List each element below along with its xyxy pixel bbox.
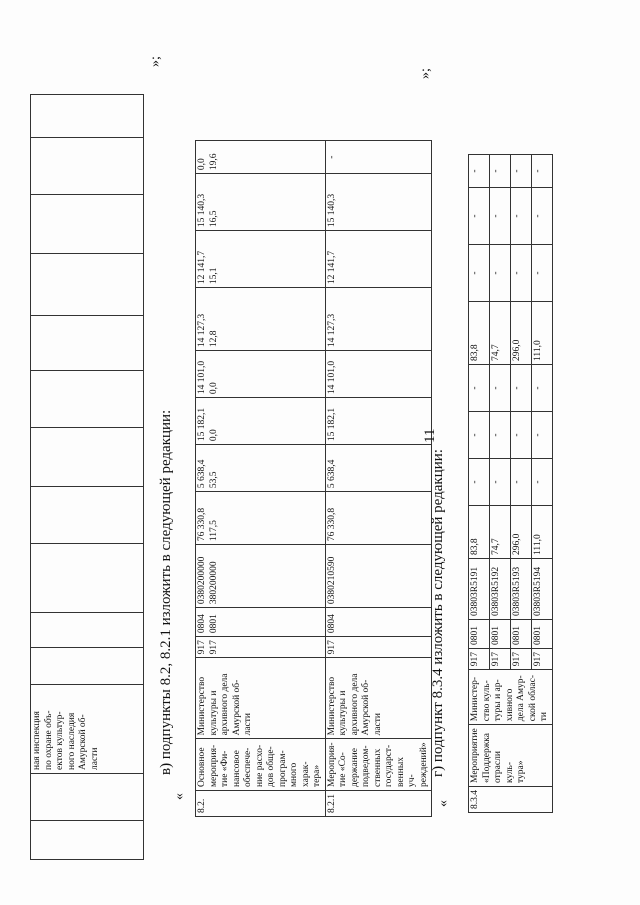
table-cell: Основное мероприя- тие «Фи- нансовое обеспече- ние расхо- дов обще- програм- много харак- тера» — [196, 739, 326, 791]
table-cell: 74,7 — [489, 505, 510, 558]
table-cell: - — [489, 458, 510, 505]
table-cell: 83,8 — [469, 505, 490, 558]
table-cell: 917 — [325, 637, 432, 658]
table-cell: 14 101,0 — [197, 360, 207, 395]
heading-v: в) подпункты 8.2, 8.2.1 изложить в следующей редакции: — [158, 409, 174, 775]
table-cell: 0,0 — [208, 382, 219, 395]
table-cell: 380200000 — [208, 561, 219, 605]
table-cell: 14 127,3 — [325, 288, 432, 351]
table-cell: - — [469, 458, 490, 505]
table-8-2 — [195, 140, 432, 817]
table-cell — [196, 492, 326, 545]
table-cell: 917 — [197, 640, 207, 655]
table-cell: 0801 — [531, 619, 552, 648]
table-cell: 917 — [469, 648, 490, 669]
table-cell: - — [469, 364, 490, 411]
table-cell — [31, 613, 144, 648]
continued-table — [30, 94, 144, 860]
table-cell: Мероприятие «Поддержка отрасли куль- тура» — [469, 725, 553, 787]
table-cell: 14 101,0 — [325, 351, 432, 398]
table-cell: 76 330,8 — [325, 492, 432, 545]
table-cell: 917 — [208, 640, 219, 655]
table-cell: 12 141,7 — [197, 250, 207, 285]
table-cell: - — [531, 154, 552, 187]
table-cell — [196, 637, 326, 658]
table-cell: - — [510, 411, 531, 458]
table-cell: 15 140,3 — [325, 174, 432, 231]
quote-close-2: »; — [418, 68, 433, 79]
table-cell: 917 — [489, 648, 510, 669]
table-cell: - — [489, 364, 510, 411]
table-cell: 16,5 — [208, 210, 219, 228]
table-cell: - — [531, 411, 552, 458]
table-cell: - — [469, 187, 490, 244]
table-cell: - — [489, 411, 510, 458]
table-cell: 5 638,4 — [325, 445, 432, 492]
table-cell: 03803R5193 — [510, 558, 531, 619]
table-cell: - — [510, 154, 531, 187]
table-cell: - — [489, 244, 510, 301]
table-cell: 74,7 — [489, 301, 510, 364]
table-cell — [196, 545, 326, 608]
table-cell: - — [531, 244, 552, 301]
table-cell: Министерство культуры и архивного дела Амурской об- ласти — [196, 658, 326, 739]
table-cell: 03803R5194 — [531, 558, 552, 619]
table-cell: - — [469, 411, 490, 458]
table-cell — [196, 174, 326, 231]
table-cell: - — [531, 458, 552, 505]
table-cell — [196, 141, 326, 174]
table-cell: - — [469, 244, 490, 301]
table-cell: 15 182,1 — [197, 407, 207, 442]
table-cell: - — [510, 187, 531, 244]
table-cell: 83,8 — [469, 301, 490, 364]
table-8-3-4 — [468, 154, 553, 813]
table-cell: 14 127,3 — [197, 313, 207, 348]
table-cell: - — [531, 364, 552, 411]
table-cell: - — [510, 458, 531, 505]
table-cell: 15,1 — [208, 267, 219, 285]
table-cell: 12 141,7 — [325, 231, 432, 288]
table-cell — [31, 648, 144, 685]
table-cell — [196, 231, 326, 288]
table-cell: - — [510, 364, 531, 411]
table-cell: 0801 — [510, 619, 531, 648]
table-cell: 8.2.1 — [325, 791, 432, 817]
table-row — [469, 154, 490, 812]
table-cell: 15 182,1 — [325, 398, 432, 445]
table-cell — [31, 774, 144, 821]
table-cell: - — [489, 187, 510, 244]
table-cell — [31, 487, 144, 544]
table-cell: 53,5 — [208, 471, 219, 489]
table-cell — [196, 398, 326, 445]
table-cell: 0801 — [208, 614, 219, 634]
page-number: 11 — [422, 428, 438, 443]
table-cell: 5 638,4 — [197, 459, 207, 489]
table-cell: 03803R5192 — [489, 558, 510, 619]
table-cell — [31, 544, 144, 613]
table-cell — [31, 428, 144, 487]
table-cell: 76 330,8 — [197, 507, 207, 542]
table-cell: 8.2. — [196, 791, 326, 817]
table-cell: 8.3.4 — [469, 787, 553, 813]
heading-g: г) подпункт 8.3.4 изложить в следующей редакции: — [430, 449, 446, 777]
table-cell — [31, 254, 144, 316]
quote-open-2: « — [436, 800, 451, 807]
table-cell: 0,0 — [197, 158, 207, 171]
table-cell: 0380210590 — [325, 545, 432, 608]
table-cell: 0801 — [469, 619, 490, 648]
table-cell — [31, 316, 144, 371]
table-cell — [31, 371, 144, 428]
table-cell: 0801 — [489, 619, 510, 648]
table-cell: 917 — [510, 648, 531, 669]
table-row — [196, 141, 326, 817]
table-cell: 111,0 — [531, 505, 552, 558]
table-cell: 111,0 — [531, 301, 552, 364]
table-cell: 917 — [531, 648, 552, 669]
table-cell — [31, 138, 144, 195]
table-cell — [196, 288, 326, 351]
table-cell: 0804 — [197, 614, 207, 634]
table-cell: 296,0 — [510, 505, 531, 558]
table-cell: 0804 — [325, 608, 432, 637]
table-cell: - — [531, 187, 552, 244]
table-row — [325, 141, 432, 817]
table-cell — [31, 821, 144, 860]
table-cell: 117,5 — [208, 520, 219, 542]
table-cell — [196, 445, 326, 492]
table-cell: - — [510, 244, 531, 301]
table-cell: 19,6 — [208, 153, 219, 171]
table-cell: Министер- ство куль- туры и ар- хивного дела Амур- ской облас- ти — [469, 670, 553, 725]
table-cell — [196, 608, 326, 637]
table-cell: 0380200000 — [197, 556, 207, 605]
table-cell: 0,0 — [208, 429, 219, 442]
table-cell: Министерство культуры и архивного дела Амурской об- ласти — [325, 658, 432, 739]
table-cell: 296,0 — [510, 301, 531, 364]
quote-open-1: « — [172, 793, 187, 800]
table-cell: - — [325, 141, 432, 174]
table-cell — [31, 195, 144, 254]
quote-close-1: »; — [148, 56, 163, 67]
table-cell: Мероприя- тие «Со- держание подведом- ственных государст- венных уч- реждений» — [325, 739, 432, 791]
table-cell: 15 140,3 — [197, 193, 207, 228]
fragment-cell: ная инспекция по охране объ- ектов культур- ного наследия Амурской об- ласти — [31, 685, 144, 774]
table-cell — [196, 351, 326, 398]
table-cell — [31, 95, 144, 138]
table-cell: - — [489, 154, 510, 187]
table-cell: 12,8 — [208, 330, 219, 348]
table-cell: 03803R5191 — [469, 558, 490, 619]
table-cell: - — [469, 154, 490, 187]
